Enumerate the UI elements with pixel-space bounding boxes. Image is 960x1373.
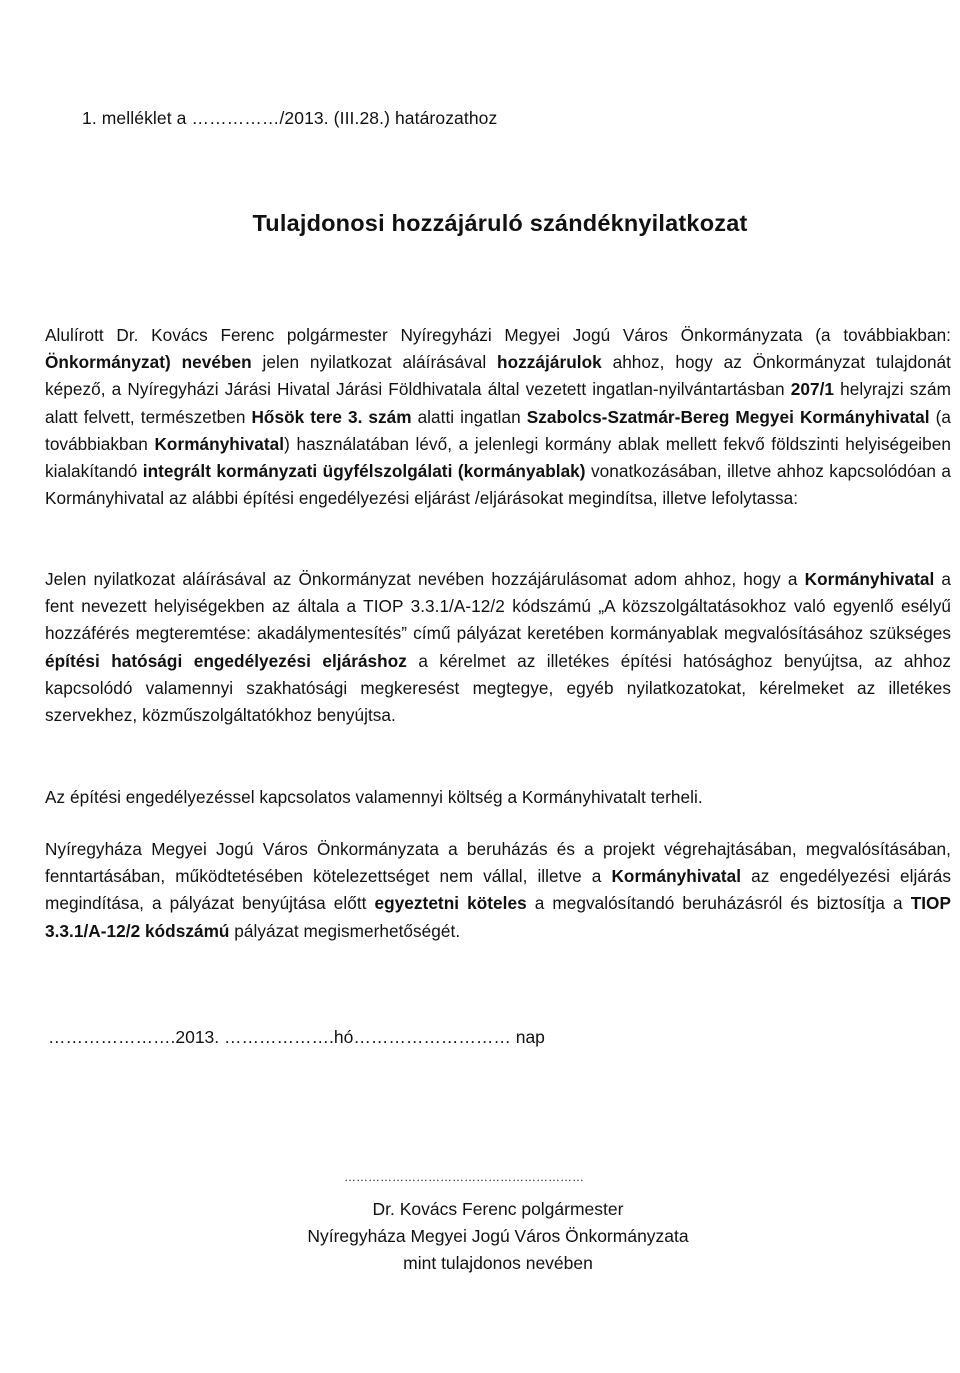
paragraph-costs: Az építési engedélyezéssel kapcsolatos valamennyi költség a Kormányhivatalt terheli. bbox=[45, 787, 703, 807]
text-run: vonatkozásában, illetve ahhoz kapcsolódóan a Kormányhivatal az alábbi építési engedélyezési eljárást /eljárásokat megindítsa, illetve lefolytassa: bbox=[45, 461, 952, 509]
text-run: Jelen nyilatkozat aláírásával az Önkormányzat nevében hozzájárulásomat adom ahhoz, hogy a bbox=[45, 569, 805, 589]
bold-run: építési hatósági engedélyezési eljáráshoz bbox=[45, 650, 407, 671]
text-run: pályázat megismerhetőségét. bbox=[229, 920, 461, 941]
bold-run: integrált kormányzati ügyfélszolgálati (kormányablak) bbox=[142, 461, 586, 482]
text-run: ) használatában lévő, a jelenlegi kormány ablak mellett fekvő földszinti helyiségeiben kialakítandó bbox=[45, 433, 951, 482]
bold-run: Kormányhivatal bbox=[611, 866, 742, 887]
bold-run: hozzájárulok bbox=[497, 352, 602, 373]
paragraph-consent-statement bbox=[45, 322, 951, 512]
text-run: a megvalósítandó beruházásról és biztosítja a bbox=[526, 893, 911, 914]
bold-run: Kormányhivatal bbox=[804, 569, 935, 589]
signatory-organization: Nyíregyháza Megyei Jogú Város Önkormányzata bbox=[307, 1226, 689, 1246]
text-run: Nyíregyháza Megyei Jogú Város Önkormányzata a beruházás és a projekt végrehajtásában, megvalósításában, fenntartásában, működtetésében kötelezettséget nem vállal, illetve a bbox=[45, 839, 951, 887]
annex-reference: 1. melléklet a ……………/2013. (III.28.) határozathoz bbox=[82, 108, 498, 128]
bold-run: Hősök tere 3. szám bbox=[251, 406, 412, 427]
bold-run: Önkormányzat) nevében bbox=[45, 352, 252, 373]
text-run: alatti ingatlan bbox=[411, 406, 527, 427]
document-title: Tulajdonosi hozzájáruló szándéknyilatkozat bbox=[252, 210, 748, 236]
text-run: a kérelmet az illetékes építési hatósághoz benyújtsa, az ahhoz kapcsolódó valamennyi szakhatósági megkeresést megtegye, egyéb nyilatkozatokat, kérelmeket az illetékes szervekhez, közműszolgáltatókhoz benyújtsa. bbox=[45, 650, 951, 726]
text-run: helyrajzi szám alatt felvett, természetben bbox=[45, 379, 951, 427]
bold-run: TIOP 3.3.1/A-12/2 kódszámú bbox=[45, 893, 951, 941]
paragraph-authorization bbox=[45, 566, 951, 729]
bold-run: 207/1 bbox=[790, 379, 835, 400]
text-run: az engedélyezési eljárás megindítása, a pályázat benyújtása előtt bbox=[45, 866, 951, 914]
paragraph-obligations bbox=[45, 836, 951, 945]
text-run: jelen nyilatkozat aláírásával bbox=[251, 352, 498, 373]
bold-run: Kormányhivatal bbox=[154, 433, 285, 454]
bold-run: Szabolcs-Szatmár-Bereg Megyei Kormányhivatal bbox=[526, 406, 930, 427]
text-run: Alulírott Dr. Kovács Ferenc polgármester Nyíregyházi Megyei Jogú Város Önkormányzata (a továbbiakban: bbox=[45, 325, 951, 345]
signature-line: …………………………………………………… bbox=[344, 1170, 584, 1184]
text-run: ahhoz, hogy az Önkormányzat tulajdonát képező, a Nyíregyházi Járási Hivatal Járási Földhivatala által vezetett ingatlan-nyilvántartásban bbox=[45, 352, 951, 400]
text-run: a fent nevezett helyiségekben az általa a TIOP 3.3.1/A-12/2 kódszámú „A közszolgáltatásokhoz való egyenlő esélyű hozzáférés megteremtése: akadálymentesítés” című pályázat keretében kormányablak megvalósításához szükséges bbox=[45, 569, 952, 644]
date-line: ………………….2013. ……………….hó……………………… nap bbox=[48, 1027, 545, 1047]
text-run: (a továbbiakban bbox=[45, 406, 951, 454]
bold-run: egyeztetni köteles bbox=[374, 893, 527, 914]
signatory-name: Dr. Kovács Ferenc polgármester bbox=[372, 1199, 624, 1219]
signatory-capacity: mint tulajdonos nevében bbox=[403, 1253, 593, 1273]
signature-block bbox=[278, 1196, 718, 1277]
